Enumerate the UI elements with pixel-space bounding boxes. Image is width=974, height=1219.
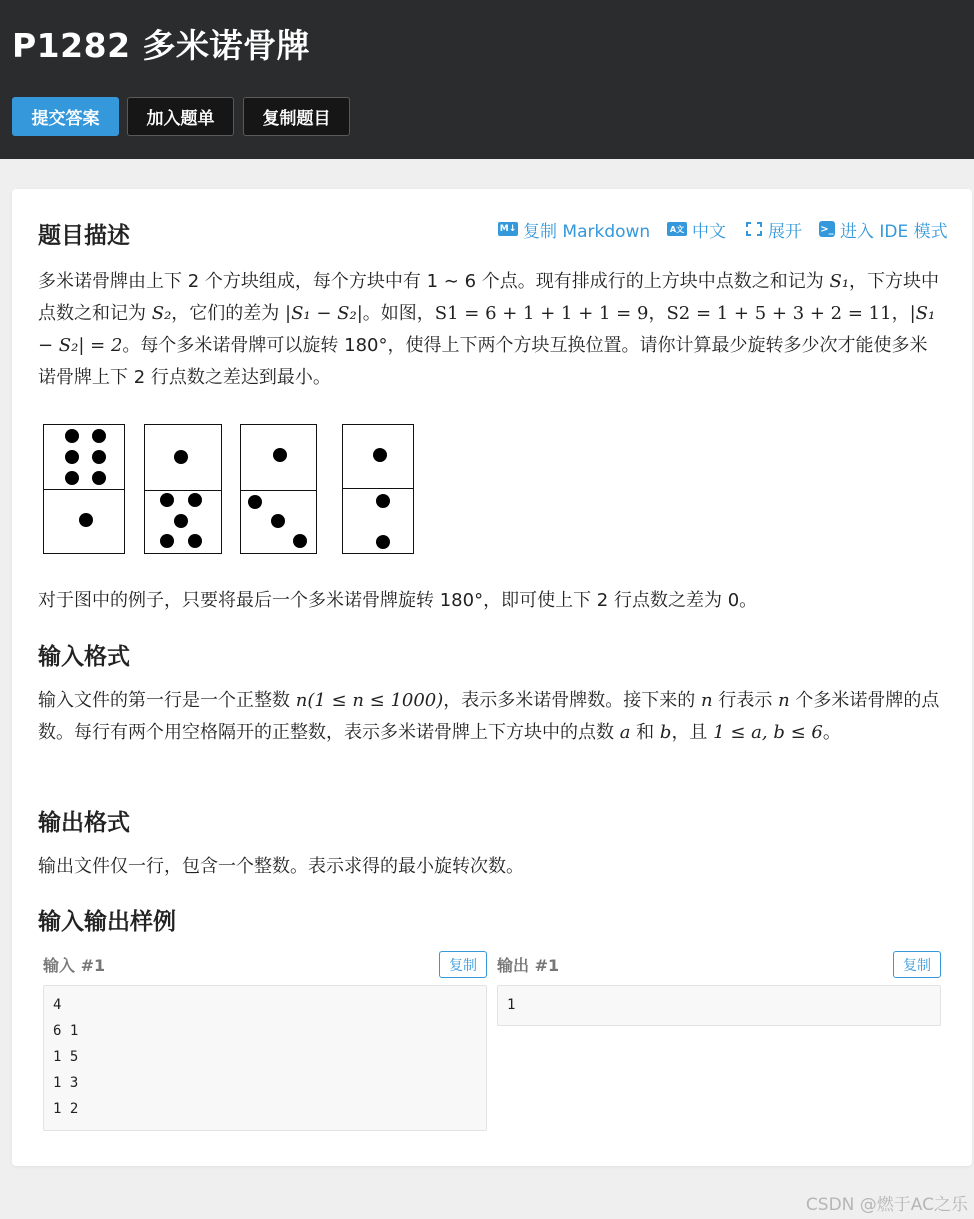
text-span: 。如图， bbox=[362, 303, 435, 324]
pip bbox=[65, 450, 79, 464]
sample-input-line: 6 1 bbox=[53, 1023, 79, 1039]
math-b: b bbox=[659, 722, 672, 743]
pip bbox=[376, 535, 390, 549]
text-span: 输入文件的第一行是一个正整数 bbox=[38, 690, 296, 711]
pip bbox=[373, 448, 387, 462]
sample-input-line: 1 3 bbox=[53, 1075, 79, 1091]
domino-1 bbox=[43, 424, 125, 554]
copy-input-button[interactable]: 复制 bbox=[439, 951, 487, 978]
math-eq3: |S₁ − S₂| = 2 bbox=[38, 303, 936, 356]
math-ab-range: 1 ≤ a, b ≤ 6 bbox=[713, 722, 823, 743]
language-label: 中文 bbox=[692, 221, 726, 242]
domino-2 bbox=[144, 424, 222, 554]
markdown-icon: M↓ bbox=[499, 224, 517, 234]
copy-problem-button[interactable]: 复制题目 bbox=[243, 97, 350, 136]
samples-heading: 输入输出样例 bbox=[38, 909, 176, 935]
submit-answer-button[interactable]: 提交答案 bbox=[12, 97, 119, 136]
sample-input-line: 1 5 bbox=[53, 1049, 79, 1065]
text-span: 和 bbox=[630, 722, 660, 743]
output-format-paragraph: 输出文件仅一行，包含一个整数。表示求得的最小旋转次数。 bbox=[38, 856, 524, 877]
pip bbox=[92, 471, 106, 485]
pip bbox=[293, 534, 307, 548]
domino-divider bbox=[343, 488, 413, 489]
input-format-heading: 输入格式 bbox=[38, 644, 130, 670]
text-span: ， bbox=[891, 303, 910, 324]
expand-label: 展开 bbox=[768, 221, 802, 242]
problem-header bbox=[0, 0, 974, 159]
sample-input-label: 输入 #1 bbox=[43, 956, 106, 975]
ide-mode-button[interactable] bbox=[819, 217, 948, 241]
pip bbox=[65, 471, 79, 485]
math-s2: S₂ bbox=[151, 303, 172, 324]
sample-output-label: 输出 #1 bbox=[497, 956, 560, 975]
expand-button[interactable] bbox=[745, 217, 802, 241]
terminal-icon: >_ bbox=[819, 221, 835, 237]
ide-mode-label: 进入 IDE 模式 bbox=[840, 221, 948, 242]
pip bbox=[273, 448, 287, 462]
pip bbox=[160, 493, 174, 507]
math-eq1: S1 = 6 + 1 + 1 + 1 = 9 bbox=[434, 303, 649, 324]
pip bbox=[160, 534, 174, 548]
domino-divider bbox=[145, 490, 221, 491]
text-span: 。每个多米诺骨牌可以旋转 180°，使得上下两个方块互换位置。请你计算最少旋转多少次才能使多米诺骨牌上下 2 行点数之差达到最小。 bbox=[38, 335, 928, 388]
math-diff: |S₁ − S₂| bbox=[285, 303, 363, 324]
math-n: n bbox=[778, 690, 790, 711]
text-span: ，且 bbox=[671, 722, 714, 743]
math-eq2: S2 = 1 + 5 + 3 + 2 = 11 bbox=[666, 303, 892, 324]
copy-markdown-button[interactable] bbox=[498, 217, 650, 241]
add-to-list-button[interactable]: 加入题单 bbox=[127, 97, 234, 136]
text-span: ，它们的差为 bbox=[171, 303, 286, 324]
pip bbox=[376, 494, 390, 508]
language-icon: A文 bbox=[667, 222, 687, 236]
text-span: 个多米诺骨牌的点数。每行有两个用空格隔开的正整数，表示多米诺骨牌上下方块中的点数 bbox=[38, 690, 940, 743]
math-s1: S₁ bbox=[829, 271, 850, 292]
pip bbox=[79, 513, 93, 527]
domino-divider bbox=[241, 490, 316, 491]
text-span: ， bbox=[648, 303, 667, 324]
expand-icon bbox=[745, 221, 763, 237]
sample-input-box[interactable] bbox=[43, 985, 487, 1131]
example-note-paragraph: 对于图中的例子，只要将最后一个多米诺骨牌旋转 180°，即可使上下 2 行点数之差为 0。 bbox=[38, 590, 758, 611]
math-n: n bbox=[701, 690, 713, 711]
input-format-paragraph bbox=[38, 685, 943, 749]
pip bbox=[92, 429, 106, 443]
text-span: 。 bbox=[822, 722, 841, 743]
math-n-range: n(1 ≤ n ≤ 1000) bbox=[295, 690, 444, 711]
copy-markdown-label: 复制 Markdown bbox=[523, 221, 651, 242]
text-span: ，表示多米诺骨牌数。接下来的 bbox=[443, 690, 702, 711]
sample-input-line: 4 bbox=[53, 997, 62, 1013]
sample-output-line: 1 bbox=[507, 997, 516, 1013]
domino-3 bbox=[240, 424, 317, 554]
text-span: 多米诺骨牌由上下 2 个方块组成，每个方块中有 1 ∼ 6 个点。现有排成行的上方块中点数之和记为 bbox=[38, 271, 830, 292]
text-span: ，下方块中点数之和记为 bbox=[38, 271, 940, 324]
pip bbox=[174, 514, 188, 528]
pip bbox=[188, 534, 202, 548]
csdn-watermark: CSDN @燃于AC之乐 bbox=[805, 1195, 968, 1215]
pip bbox=[188, 493, 202, 507]
sample-input-line: 1 2 bbox=[53, 1101, 79, 1117]
pip bbox=[271, 514, 285, 528]
domino-4 bbox=[342, 424, 414, 554]
sample-output-box[interactable] bbox=[497, 985, 941, 1026]
pip bbox=[65, 429, 79, 443]
pip bbox=[92, 450, 106, 464]
domino-divider bbox=[44, 489, 124, 490]
text-span: 行表示 bbox=[712, 690, 779, 711]
language-button[interactable] bbox=[667, 217, 726, 241]
pip bbox=[174, 450, 188, 464]
description-heading: 题目描述 bbox=[38, 223, 130, 249]
page-title: P1282 多米诺骨牌 bbox=[12, 26, 311, 65]
description-paragraph bbox=[38, 266, 943, 394]
pip bbox=[248, 495, 262, 509]
copy-output-button[interactable]: 复制 bbox=[893, 951, 941, 978]
math-a: a bbox=[619, 722, 631, 743]
output-format-heading: 输出格式 bbox=[38, 810, 130, 836]
